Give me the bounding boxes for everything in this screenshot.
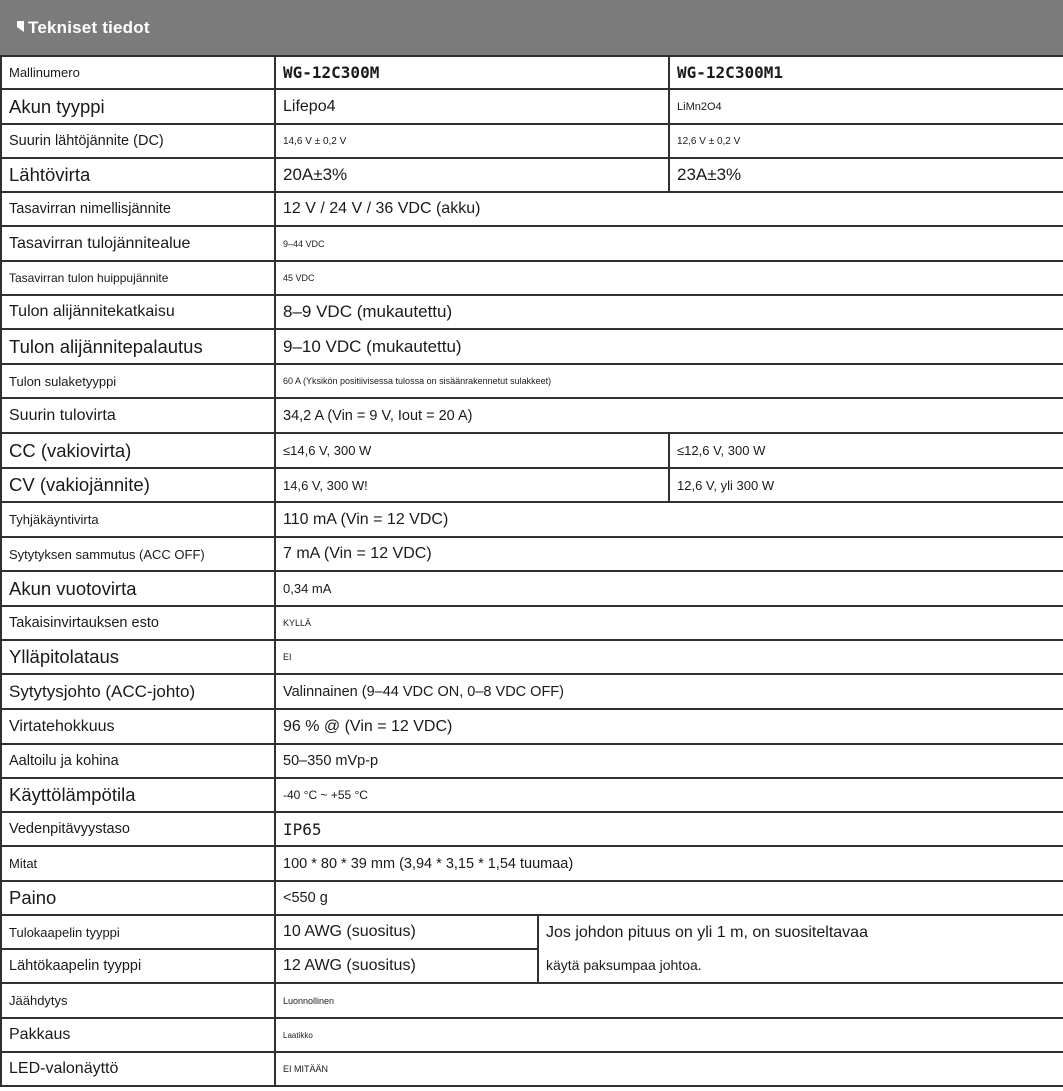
row-value-b: 12,6 V, yli 300 W [669, 468, 1063, 502]
table-row [1, 881, 1063, 915]
cable-note [538, 915, 1063, 983]
spec-table [0, 55, 1063, 1087]
table-row [1, 1018, 1063, 1052]
table-row [1, 433, 1063, 468]
table-row [1, 89, 1063, 124]
row-value: 0,34 mA [275, 571, 1063, 606]
row-label: Virtatehokkuus [1, 709, 275, 744]
bookmark-tab-icon [17, 21, 24, 32]
table-row [1, 398, 1063, 433]
row-value: 12 AWG (suositus) [275, 949, 538, 983]
section-title: Tekniset tiedot [28, 18, 150, 37]
table-row [1, 158, 1063, 192]
row-label: Tyhjäkäyntivirta [1, 502, 275, 537]
row-value: Luonnollinen [275, 983, 1063, 1018]
row-label: Paino [1, 881, 275, 915]
row-value: 7 mA (Vin = 12 VDC) [275, 537, 1063, 571]
row-value: 50–350 mVp-p [275, 744, 1063, 778]
table-row [1, 192, 1063, 226]
model-number-b: WG-12C300M1 [669, 56, 1063, 89]
row-label: LED-valonäyttö [1, 1052, 275, 1086]
table-row [1, 571, 1063, 606]
row-value: 45 VDC [275, 261, 1063, 295]
row-label: Tasavirran tulon huippujännite [1, 261, 275, 295]
row-value: 8–9 VDC (mukautettu) [275, 295, 1063, 329]
row-label: Akun vuotovirta [1, 571, 275, 606]
table-row [1, 329, 1063, 364]
row-label: Mallinumero [1, 56, 275, 89]
row-value: IP65 [275, 812, 1063, 846]
table-row [1, 468, 1063, 502]
row-label: CC (vakiovirta) [1, 433, 275, 468]
row-value-a: 14,6 V, 300 W! [275, 468, 669, 502]
row-label: Tulon alijännitekatkaisu [1, 295, 275, 329]
table-row [1, 226, 1063, 261]
row-value: Laatikko [275, 1018, 1063, 1052]
table-row [1, 1052, 1063, 1086]
row-label: Pakkaus [1, 1018, 275, 1052]
row-label: Takaisinvirtauksen esto [1, 606, 275, 640]
table-row [1, 124, 1063, 158]
row-value: 9–44 VDC [275, 226, 1063, 261]
row-value-a: ≤14,6 V, 300 W [275, 433, 669, 468]
row-value: EI [275, 640, 1063, 674]
cable-note-line2: käytä paksumpaa johtoa. [546, 957, 702, 973]
table-row [1, 846, 1063, 881]
row-label: Lähtövirta [1, 158, 275, 192]
row-label: Tasavirran nimellisjännite [1, 192, 275, 226]
row-label: Mitat [1, 846, 275, 881]
row-label: Tulon sulaketyyppi [1, 364, 275, 398]
table-row [1, 261, 1063, 295]
table-row [1, 983, 1063, 1018]
row-value: 60 A (Yksikön positiivisessa tulossa on sisäänrakennetut sulakkeet) [275, 364, 1063, 398]
row-value: Valinnainen (9–44 VDC ON, 0–8 VDC OFF) [275, 674, 1063, 709]
row-value-b: 23A±3% [669, 158, 1063, 192]
table-row [1, 744, 1063, 778]
model-number-a: WG-12C300M [275, 56, 669, 89]
row-label: CV (vakiojännite) [1, 468, 275, 502]
table-row [1, 295, 1063, 329]
row-value: 100 * 80 * 39 mm (3,94 * 3,15 * 1,54 tuumaa) [275, 846, 1063, 881]
row-label: Tulon alijännitepalautus [1, 329, 275, 364]
table-row [1, 537, 1063, 571]
row-value: -40 °C ~ +55 °C [275, 778, 1063, 812]
row-label: Jäähdytys [1, 983, 275, 1018]
row-label: Akun tyyppi [1, 89, 275, 124]
table-row [1, 709, 1063, 744]
row-value-b: LiMn2O4 [669, 89, 1063, 124]
row-value: EI MITÄÄN [275, 1052, 1063, 1086]
row-value: KYLLÄ [275, 606, 1063, 640]
table-row [1, 606, 1063, 640]
row-value-b: 12,6 V ± 0,2 V [669, 124, 1063, 158]
row-label: Ylläpitolataus [1, 640, 275, 674]
table-row [1, 812, 1063, 846]
row-label: Suurin tulovirta [1, 398, 275, 433]
table-row [1, 364, 1063, 398]
row-label: Käyttölämpötila [1, 778, 275, 812]
table-row [1, 56, 1063, 89]
row-label: Suurin lähtöjännite (DC) [1, 124, 275, 158]
row-value: 96 % @ (Vin = 12 VDC) [275, 709, 1063, 744]
row-value-a: 14,6 V ± 0,2 V [275, 124, 669, 158]
table-row [1, 778, 1063, 812]
row-value: 9–10 VDC (mukautettu) [275, 329, 1063, 364]
row-label: Aaltoilu ja kohina [1, 744, 275, 778]
row-label: Lähtökaapelin tyyppi [1, 949, 275, 983]
row-value: 10 AWG (suositus) [275, 915, 538, 949]
row-label: Sytytysjohto (ACC-johto) [1, 674, 275, 709]
table-row [1, 674, 1063, 709]
row-label: Tasavirran tulojännitealue [1, 226, 275, 261]
row-value-b: ≤12,6 V, 300 W [669, 433, 1063, 468]
row-value: 12 V / 24 V / 36 VDC (akku) [275, 192, 1063, 226]
section-header [0, 0, 1063, 56]
row-label: Tulokaapelin tyyppi [1, 915, 275, 949]
row-value: 110 mA (Vin = 12 VDC) [275, 502, 1063, 537]
table-row [1, 915, 1063, 949]
table-row [1, 502, 1063, 537]
table-row [1, 640, 1063, 674]
cable-note-line1: Jos johdon pituus on yli 1 m, on suositeltavaa [546, 924, 868, 941]
row-value: <550 g [275, 881, 1063, 915]
row-value-a: Lifepo4 [275, 89, 669, 124]
row-label: Vedenpitävyystaso [1, 812, 275, 846]
row-label: Sytytyksen sammutus (ACC OFF) [1, 537, 275, 571]
row-value-a: 20A±3% [275, 158, 669, 192]
row-value: 34,2 A (Vin = 9 V, Iout = 20 A) [275, 398, 1063, 433]
